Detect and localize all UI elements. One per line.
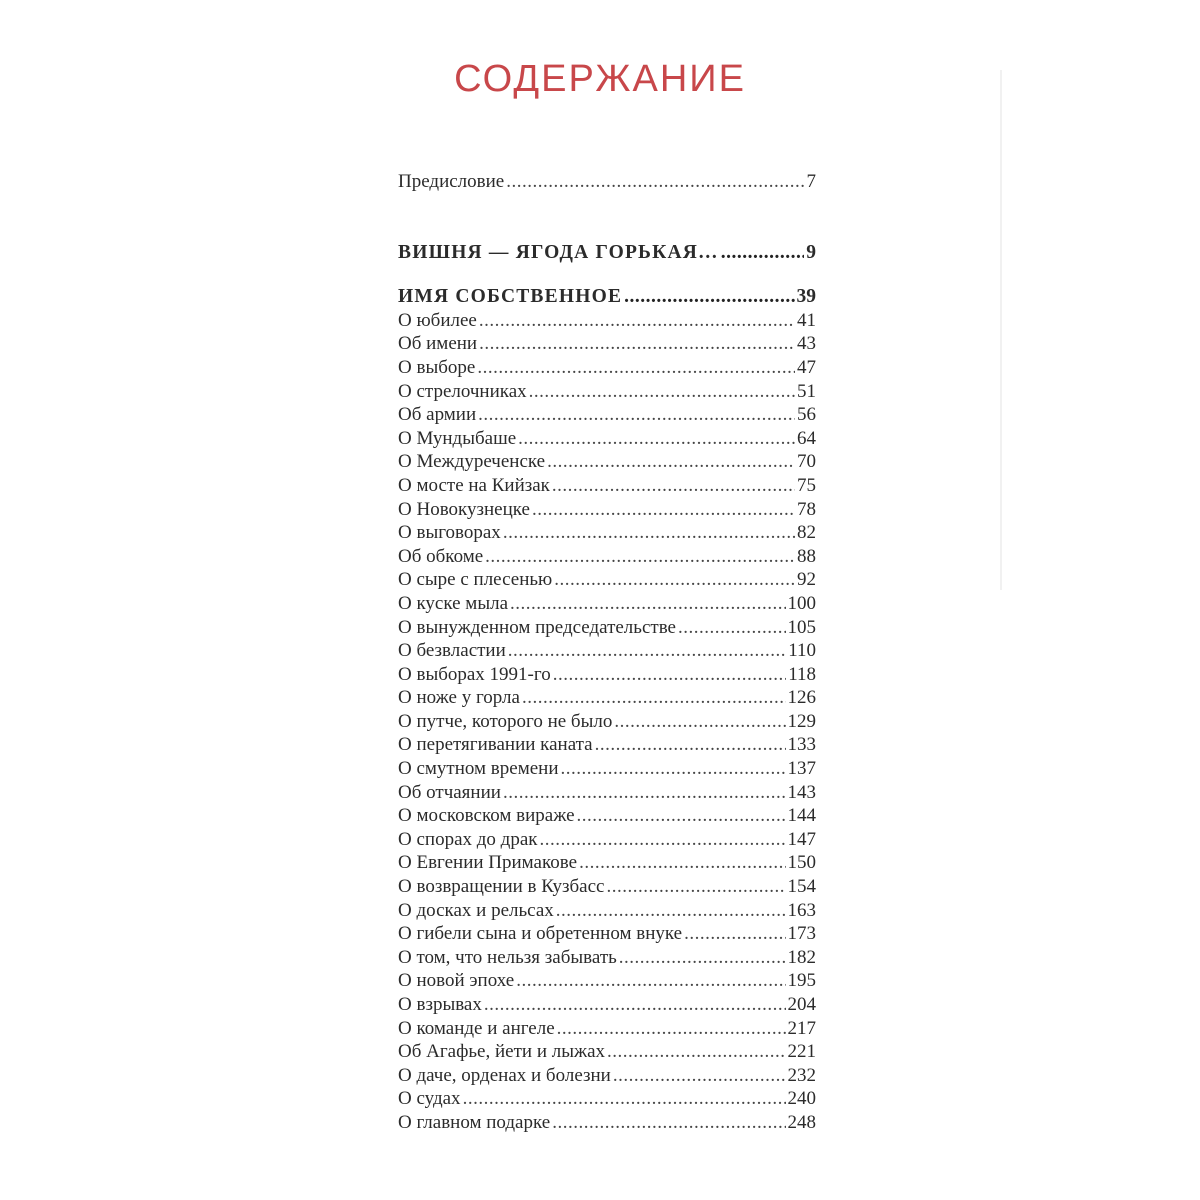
dot-leader (606, 875, 785, 899)
toc-entry-preface (398, 170, 816, 194)
toc-entry-label: О выборе (398, 356, 476, 378)
toc-entry-label: О гибели сына и обретенном внуке (398, 923, 683, 945)
dot-leader (479, 332, 795, 356)
dot-leader (553, 663, 786, 687)
toc-entry-label: О путче, которого не было (398, 710, 613, 732)
toc-entry-page: 70 (797, 451, 816, 473)
toc-entry (398, 616, 816, 640)
toc-entry-page: 147 (787, 828, 816, 850)
toc-entry-page: 129 (787, 710, 816, 732)
dot-leader (540, 828, 786, 852)
toc-entry-label: О выборах 1991-го (398, 663, 551, 685)
toc-entry-label: О взрывах (398, 994, 482, 1015)
toc-entry-label: О возвращении в Кузбасс (398, 876, 605, 898)
toc-entry-label: О мосте на Кийзак (398, 474, 550, 496)
toc-entry-page: 118 (788, 663, 816, 685)
toc-entry (398, 899, 816, 923)
toc-entry (398, 427, 816, 451)
toc-entry (398, 663, 816, 687)
toc-entry-page: 232 (787, 1064, 816, 1086)
toc-entry (398, 474, 816, 498)
toc-entry-page: 195 (787, 970, 816, 992)
toc-entry-page: 7 (806, 171, 816, 192)
toc-entry-page: 92 (797, 569, 816, 591)
toc-part-label: ИМЯ СОБСТВЕННОЕ (398, 286, 623, 308)
dot-leader (503, 781, 786, 805)
toc-entry-page: 51 (797, 380, 816, 402)
toc-entry-page: 78 (797, 498, 816, 520)
toc-entry-page: 144 (787, 805, 816, 827)
toc-entry-label: О выговорах (398, 522, 501, 544)
toc-entry-page: 173 (787, 923, 816, 945)
toc-entry (398, 380, 816, 404)
toc-entry-page: 100 (787, 592, 816, 614)
dot-leader (506, 170, 804, 194)
spacer (398, 264, 816, 285)
toc-entry-page: 41 (797, 309, 816, 331)
dot-leader (556, 899, 786, 923)
toc-entry-label: О спорах до драк (398, 828, 538, 850)
toc-entry-label: О куске мыла (398, 592, 509, 614)
toc-entry (398, 450, 816, 474)
toc-entry (398, 851, 816, 875)
toc-entry-page: 47 (797, 356, 816, 378)
dot-leader (678, 616, 786, 640)
dot-leader (547, 450, 795, 474)
chapter-list (398, 309, 816, 1135)
toc-entry-label: О команде и ангеле (398, 1017, 555, 1039)
toc-entry-page: 248 (787, 1111, 816, 1133)
toc-entry (398, 332, 816, 356)
toc-entry-label: Об Агафье, йети и лыжах (398, 1041, 606, 1063)
dot-leader (484, 993, 786, 1017)
toc-entry-page: 137 (787, 758, 816, 780)
page-title: СОДЕРЖАНИЕ (454, 58, 746, 100)
dot-leader (557, 1017, 786, 1041)
dot-leader (477, 356, 795, 380)
toc-entry-label: Об отчаянии (398, 781, 501, 803)
toc-entry-label: О ноже у горла (398, 687, 520, 709)
dot-leader (595, 733, 786, 757)
toc-entry (398, 757, 816, 781)
toc-entry (398, 592, 816, 616)
toc-entry-label: О Мундыбаше (398, 427, 517, 449)
toc-entry-page: 163 (787, 899, 816, 921)
toc-entry (398, 568, 816, 592)
dot-leader (532, 498, 795, 522)
dot-leader (518, 427, 795, 451)
toc-entry (398, 993, 816, 1017)
toc-entry (398, 804, 816, 828)
toc-entry-page: 154 (787, 876, 816, 898)
toc-entry (398, 922, 816, 946)
dot-leader (614, 710, 785, 734)
toc-entry (398, 356, 816, 380)
toc-entry-label: Об обкоме (398, 545, 484, 567)
toc-entry-page: 133 (787, 734, 816, 756)
toc-entry-label: О юбилее (398, 309, 477, 331)
toc-entry-label: Предисловие (398, 171, 505, 192)
dot-leader (561, 757, 786, 781)
toc-entry (398, 710, 816, 734)
toc-entry (398, 521, 816, 545)
toc-entry (398, 781, 816, 805)
table-of-contents (398, 170, 816, 1135)
toc-entry (398, 309, 816, 333)
toc-entry-label: О Евгении Примакове (398, 852, 578, 874)
toc-entry (398, 1064, 816, 1088)
toc-entry-page: 105 (787, 616, 816, 638)
dot-leader (619, 946, 786, 970)
toc-entry-page: 217 (787, 1017, 816, 1039)
dot-leader (516, 969, 785, 993)
dot-leader (510, 592, 785, 616)
toc-entry-page: 182 (787, 946, 816, 968)
toc-entry (398, 1017, 816, 1041)
toc-entry (398, 946, 816, 970)
dot-leader (613, 1064, 786, 1088)
dot-leader (503, 521, 795, 545)
dot-leader (479, 309, 795, 333)
dot-leader (579, 851, 785, 875)
toc-entry-page: 204 (787, 994, 816, 1015)
dot-leader (554, 568, 795, 592)
toc-entry (398, 875, 816, 899)
dot-leader (478, 403, 795, 427)
toc-entry (398, 969, 816, 993)
toc-entry-page: 64 (797, 427, 816, 449)
toc-entry-label: Об имени (398, 333, 478, 355)
toc-entry-label: О Новокузнецке (398, 498, 530, 520)
toc-entry-label: О безвластии (398, 640, 506, 662)
toc-entry (398, 1087, 816, 1111)
dot-leader (684, 922, 785, 946)
toc-part-label: ВИШНЯ — ЯГОДА ГОРЬКАЯ… (398, 241, 719, 263)
dot-leader (607, 1040, 785, 1064)
dot-leader (529, 380, 795, 404)
toc-entry-label: О досках и рельсах (398, 899, 554, 921)
toc-part-page: 9 (806, 241, 816, 263)
toc-entry-page: 240 (787, 1088, 816, 1110)
toc-entry-label: О том, что нельзя забывать (398, 946, 617, 968)
toc-entry-label: О стрелочниках (398, 380, 527, 402)
toc-entry (398, 403, 816, 427)
dot-leader (552, 1111, 785, 1135)
toc-part-page: 39 (796, 286, 816, 308)
toc-entry-label: О новой эпохе (398, 970, 515, 992)
toc-entry-page: 43 (797, 333, 816, 355)
toc-entry-page: 75 (797, 474, 816, 496)
toc-entry-page: 82 (797, 522, 816, 544)
toc-entry-page: 150 (787, 852, 816, 874)
toc-entry (398, 545, 816, 569)
toc-entry-page: 88 (797, 545, 816, 567)
toc-entry-label: О судах (398, 1088, 461, 1110)
dot-leader (552, 474, 795, 498)
toc-entry-label: О главном подарке (398, 1111, 551, 1133)
toc-part-heading (398, 285, 816, 309)
toc-entry-label: О сыре с плесенью (398, 569, 553, 591)
toc-entry (398, 686, 816, 710)
toc-entry-page: 110 (788, 640, 816, 662)
toc-entry-label: О даче, орденах и болезни (398, 1064, 611, 1086)
toc-entry (398, 733, 816, 757)
toc-entry-label: О московском вираже (398, 805, 575, 827)
dot-leader (721, 241, 804, 265)
dot-leader (463, 1087, 786, 1111)
toc-entry-page: 143 (787, 781, 816, 803)
dot-leader (508, 639, 786, 663)
toc-entry (398, 1040, 816, 1064)
dot-leader (485, 545, 795, 569)
toc-entry-label: О смутном времени (398, 758, 559, 780)
page-edge-shadow (1000, 70, 1002, 590)
toc-part-heading (398, 241, 816, 265)
toc-entry-page: 126 (787, 687, 816, 709)
dot-leader (577, 804, 786, 828)
toc-entry (398, 639, 816, 663)
dot-leader (522, 686, 786, 710)
spacer (398, 194, 816, 241)
toc-entry-page: 56 (797, 404, 816, 426)
toc-entry-label: Об армии (398, 404, 477, 426)
toc-entry-page: 221 (787, 1041, 816, 1063)
toc-entry (398, 498, 816, 522)
toc-entry-label: О перетягивании каната (398, 734, 593, 756)
toc-entry (398, 1111, 816, 1135)
toc-entry-label: О Междуреченске (398, 451, 546, 473)
toc-entry-label: О вынужденном председательстве (398, 616, 676, 638)
dot-leader (624, 285, 794, 309)
toc-entry (398, 828, 816, 852)
